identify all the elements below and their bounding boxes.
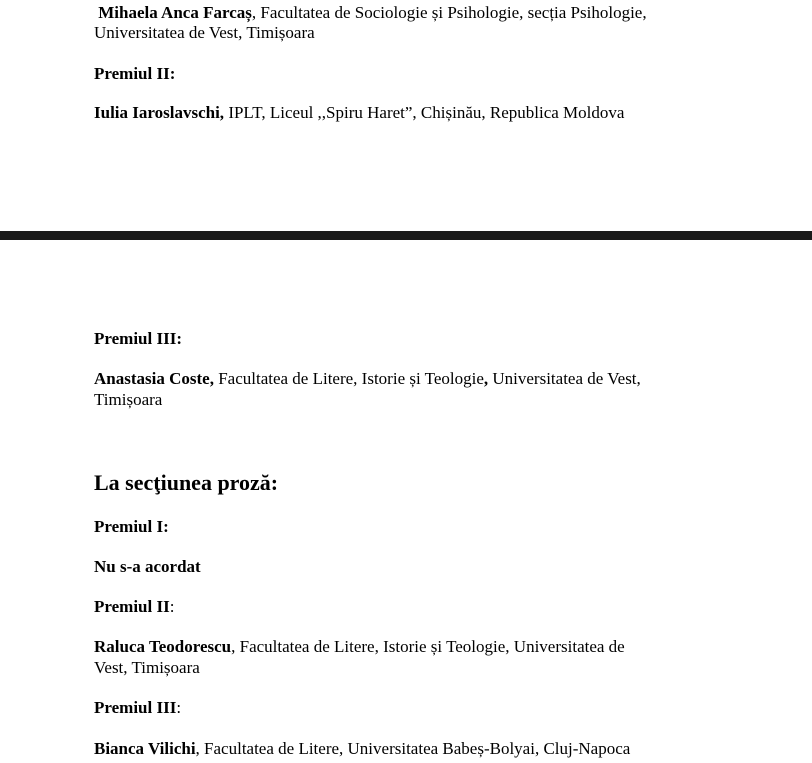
entry-teodorescu-line1 bbox=[94, 636, 625, 657]
entry-coste-faculty: Facultatea de Litere, Istorie și Teologie bbox=[213, 369, 484, 388]
entry-coste-university: Universitatea de Vest, bbox=[488, 369, 641, 388]
entry-iaroslavschi-details: IPLT, Liceul ,,Spiru Haret”, Chișinău, Republica Moldova bbox=[224, 103, 625, 122]
section-heading-proza: La secţiunea proză: bbox=[94, 470, 279, 495]
entry-coste-name: Anastasia Coste, bbox=[94, 369, 214, 388]
entry-farcas-line2: Universitatea de Vest, Timișoara bbox=[94, 23, 315, 42]
entry-farcas-name: Mihaela Anca Farcaș bbox=[98, 3, 252, 22]
premiul-3-label: Premiul III: bbox=[94, 329, 182, 348]
proza-premiul-1-value: Nu s-a acordat bbox=[94, 557, 201, 576]
entry-vilichi bbox=[94, 738, 630, 759]
entry-teodorescu-name: Raluca Teodorescu bbox=[94, 637, 232, 656]
entry-iaroslavschi bbox=[94, 102, 624, 123]
proza-premiul-1-label: Premiul I: bbox=[94, 517, 169, 536]
proza-premiul-3-label: Premiul III: bbox=[94, 698, 182, 717]
entry-coste-line2: Timișoara bbox=[94, 390, 163, 409]
page-break-divider bbox=[0, 231, 812, 240]
entry-farcas-line1 bbox=[94, 2, 647, 23]
entry-teodorescu-line2: Vest, Timișoara bbox=[94, 658, 200, 677]
entry-coste-comma: , bbox=[483, 369, 489, 388]
entry-vilichi-name: Bianca Vilichi bbox=[94, 739, 196, 758]
entry-coste-line1 bbox=[94, 368, 641, 389]
entry-vilichi-details: , Facultatea de Litere, Universitatea Babeș-Bolyai, Cluj-Napoca bbox=[195, 739, 631, 758]
entry-teodorescu-details: , Facultatea de Litere, Istorie și Teologie, Universitatea de bbox=[231, 637, 625, 656]
premiul-2-label: Premiul II: bbox=[94, 64, 176, 83]
entry-farcas-details: , Facultatea de Sociologie și Psihologie, secția Psihologie, bbox=[251, 3, 647, 22]
proza-premiul-2-label: Premiul II: bbox=[94, 597, 175, 616]
entry-iaroslavschi-name: Iulia Iaroslavschi, bbox=[94, 103, 225, 122]
